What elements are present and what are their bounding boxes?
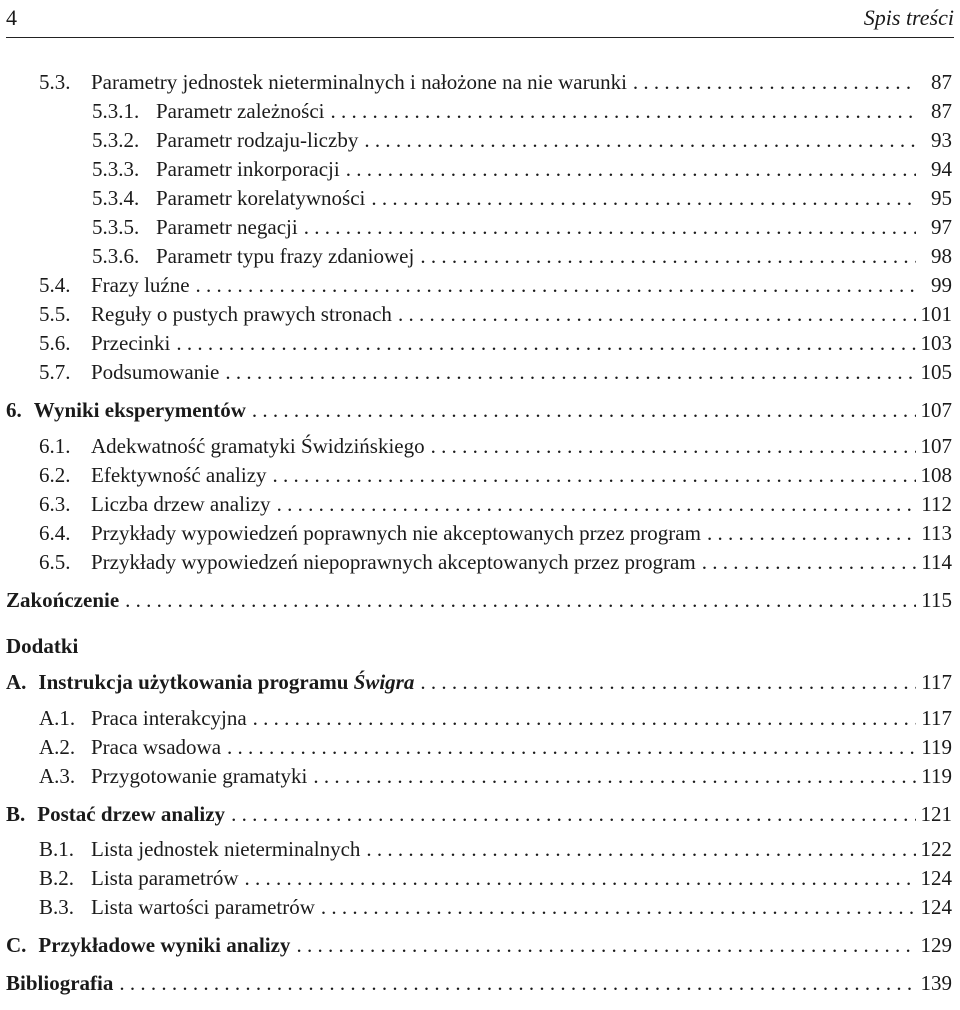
dot-leader (113, 970, 916, 996)
toc-entry-title: Lista parametrów (91, 866, 239, 890)
toc-entry-number: 5.6. (39, 331, 71, 355)
toc-entry-title: Praca wsadowa (91, 735, 222, 759)
toc-entry-number: B. (6, 802, 26, 826)
toc-entry[interactable] (6, 669, 952, 695)
toc-entry[interactable] (39, 69, 952, 95)
toc-entry-title: Przygotowanie gramatyki (91, 764, 308, 788)
dot-leader (701, 520, 916, 546)
toc-entry-page: 129 (920, 933, 952, 957)
toc-entry-number: A.1. (39, 706, 76, 730)
toc-entry[interactable] (92, 214, 952, 240)
toc-entry-page: 105 (920, 360, 952, 384)
toc-entry-number: 6.3. (39, 492, 71, 516)
toc-entry-title: Parametr korelatywności (156, 186, 366, 210)
toc-entry-number: 5.3.4. (92, 186, 140, 210)
toc-entry-title: Praca interakcyjna (91, 706, 247, 730)
toc-entry-page: 117 (921, 706, 952, 730)
toc-entry-page: 117 (921, 670, 952, 694)
dot-leader (307, 763, 916, 789)
toc-entry-page: 121 (920, 802, 952, 826)
toc-entry-number: 5.7. (39, 360, 71, 384)
running-header (6, 0, 954, 36)
toc-entry-title: Parametr rodzaju-liczby (156, 128, 359, 152)
dot-leader (360, 836, 916, 862)
toc-entry-title: Frazy luźne (91, 273, 190, 297)
toc-entry-title: Zakończenie (6, 588, 120, 612)
toc-entry[interactable] (39, 705, 952, 731)
toc-entry[interactable] (39, 865, 952, 891)
toc-entry[interactable] (39, 301, 952, 327)
toc-entry-title: Przykłady wypowiedzeń poprawnych nie akceptowanych przez program (91, 521, 701, 545)
toc-entry-page: 119 (921, 764, 952, 788)
toc-entry[interactable] (39, 836, 952, 862)
toc-entry-title: Bibliografia (6, 971, 114, 995)
toc-entry-number: 5.3.6. (92, 244, 140, 268)
dot-leader (696, 549, 916, 575)
dot-leader (170, 330, 916, 356)
toc-entry-title-italic: Świgra (353, 670, 415, 694)
toc-entry[interactable] (92, 185, 952, 211)
toc-entry-number: 5.4. (39, 273, 71, 297)
toc-entry-number: B.3. (39, 895, 75, 919)
toc-entry-number: 6.2. (39, 463, 71, 487)
toc-entry-title: Parametr negacji (156, 215, 298, 239)
toc-entry-number: 5.3.1. (92, 99, 140, 123)
toc-entry[interactable] (92, 98, 952, 124)
dot-leader (340, 156, 916, 182)
toc-entry[interactable] (39, 894, 952, 920)
toc-entry-page: 139 (920, 971, 952, 995)
toc-entry[interactable] (39, 330, 952, 356)
toc-entry-page: 99 (931, 273, 952, 297)
toc-entry[interactable] (39, 433, 952, 459)
toc-entry[interactable] (6, 932, 952, 958)
toc-entry-page: 97 (931, 215, 952, 239)
dot-leader (246, 397, 916, 423)
dot-leader (225, 801, 916, 827)
toc-entry-number: 6.4. (39, 521, 71, 545)
dot-leader (239, 865, 916, 891)
running-title: Spis treści (863, 5, 954, 30)
dot-leader (414, 669, 916, 695)
toc-entry-title: Adekwatność gramatyki Świdzińskiego (91, 434, 425, 458)
header-rule (6, 37, 954, 38)
dot-leader (365, 185, 916, 211)
toc-entry[interactable] (39, 763, 952, 789)
toc-entry[interactable] (39, 359, 952, 385)
toc-entry-number: A. (6, 670, 27, 694)
toc-entry-title: Parametr zależności (156, 99, 325, 123)
dot-leader (425, 433, 916, 459)
toc-entry-page: 107 (920, 398, 952, 422)
toc-entry-page: 114 (921, 550, 952, 574)
dot-leader (414, 243, 916, 269)
toc-entry[interactable] (39, 462, 952, 488)
dot-leader (325, 98, 917, 124)
dot-leader (315, 894, 916, 920)
toc-entry-page: 98 (931, 244, 952, 268)
toc-entry-page: 119 (921, 735, 952, 759)
page-number: 4 (6, 5, 17, 30)
toc-entry-page: 101 (920, 302, 952, 326)
toc-entry-page: 124 (920, 866, 952, 890)
toc-entry-title: Lista wartości parametrów (91, 895, 315, 919)
toc-entry-title: Instrukcja użytkowania programu Świgra (38, 670, 415, 694)
dot-leader (219, 359, 916, 385)
toc-entry-number: B.1. (39, 837, 75, 861)
toc-entry[interactable] (6, 801, 952, 827)
toc-entry[interactable] (92, 243, 952, 269)
toc-entry-page: 112 (921, 492, 952, 516)
toc-entry-page: 107 (920, 434, 952, 458)
toc-entry-title: Parametry jednostek nieterminalnych i nałożone na nie warunki (91, 70, 627, 94)
toc-entry[interactable] (39, 520, 952, 546)
toc-entry-number: C. (6, 933, 27, 957)
toc-entry-title: Postać drzew analizy (37, 802, 226, 826)
dot-leader (627, 69, 916, 95)
toc-entry-page: 87 (931, 70, 952, 94)
toc-entry-number: 6.5. (39, 550, 71, 574)
toc-entry-title: Przecinki (91, 331, 171, 355)
toc-entry-number: B.2. (39, 866, 75, 890)
toc-entry-title: Parametr typu frazy zdaniowej (156, 244, 415, 268)
dot-leader (392, 301, 916, 327)
dot-leader (119, 587, 916, 613)
toc-entry[interactable] (92, 156, 952, 182)
toc-entry[interactable] (39, 549, 952, 575)
toc-entry-title: Przykładowe wyniki analizy (38, 933, 291, 957)
toc-entry-number: 6. (6, 398, 22, 422)
toc-entry-number: 5.3. (39, 70, 71, 94)
toc-entry[interactable] (92, 127, 952, 153)
dot-leader (221, 734, 916, 760)
toc-entry-page: 124 (920, 895, 952, 919)
toc-entry-page: 87 (931, 99, 952, 123)
toc-entry-page: 94 (931, 157, 952, 181)
toc-entry[interactable] (6, 587, 952, 613)
toc-entry-title: Efektywność analizy (91, 463, 267, 487)
toc-entry-page: 95 (931, 186, 952, 210)
dot-leader (358, 127, 916, 153)
dot-leader (290, 932, 916, 958)
toc-entry-number: A.3. (39, 764, 76, 788)
dot-leader (298, 214, 916, 240)
toc-entry-page: 115 (921, 588, 952, 612)
dot-leader (190, 272, 916, 298)
toc-entry-number: 6.1. (39, 434, 71, 458)
toc-entry[interactable] (39, 272, 952, 298)
toc-entry-title: Podsumowanie (91, 360, 220, 384)
dot-leader (247, 705, 916, 731)
toc-entry-number: 5.3.2. (92, 128, 140, 152)
toc-entry[interactable] (6, 397, 952, 423)
toc-entry-title: Liczba drzew analizy (91, 492, 271, 516)
toc-entry-number: 5.3.5. (92, 215, 140, 239)
toc-entry[interactable] (39, 734, 952, 760)
toc-entry-number: 5.5. (39, 302, 71, 326)
toc-entry-page: 113 (921, 521, 952, 545)
toc-entry-page: 122 (920, 837, 952, 861)
toc-entry-page: 93 (931, 128, 952, 152)
toc-entry-page: 108 (920, 463, 952, 487)
toc-entry[interactable] (6, 970, 952, 996)
dot-leader (267, 462, 916, 488)
toc-entry[interactable] (39, 491, 952, 517)
toc-entry-number: A.2. (39, 735, 76, 759)
appendix-heading: Dodatki (6, 634, 79, 658)
dot-leader (271, 491, 916, 517)
toc-entry-title: Parametr inkorporacji (156, 157, 340, 181)
toc-entry-title: Wyniki eksperymentów (33, 398, 246, 422)
toc-entry-number: 5.3.3. (92, 157, 140, 181)
toc-entry-title: Przykłady wypowiedzeń niepoprawnych akceptowanych przez program (91, 550, 696, 574)
toc-entry-title: Lista jednostek nieterminalnych (91, 837, 361, 861)
toc-entry-title: Reguły o pustych prawych stronach (91, 302, 392, 326)
toc-entry-page: 103 (920, 331, 952, 355)
